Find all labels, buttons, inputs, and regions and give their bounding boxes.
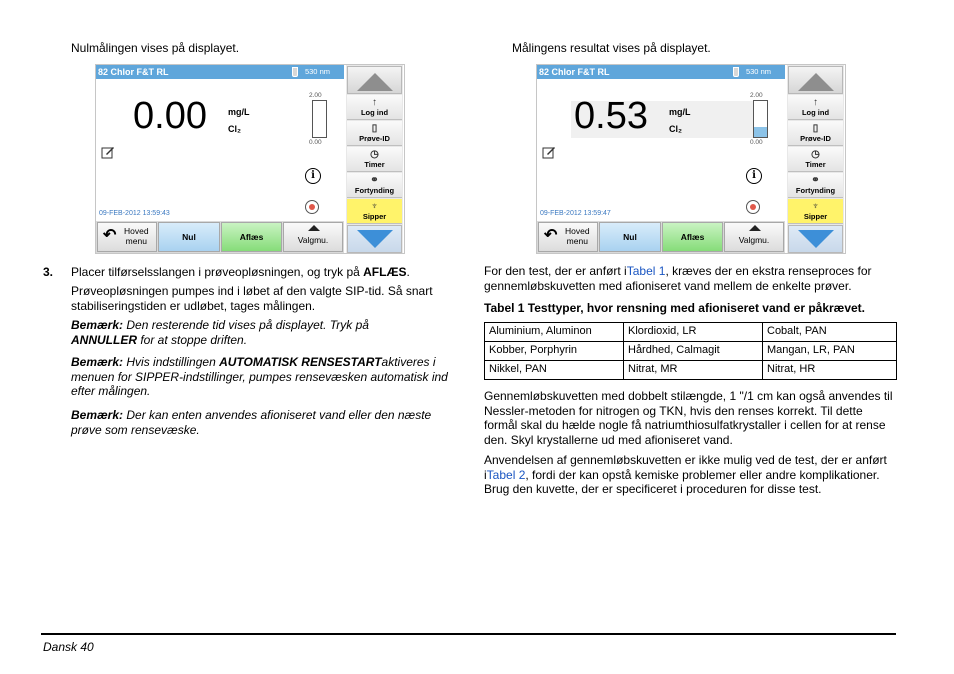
table-cell: Nitrat, HR xyxy=(763,361,897,380)
dilution-icon: ⚭ xyxy=(370,175,379,186)
scroll-up-button[interactable] xyxy=(788,66,843,94)
dilution-button[interactable]: ⚭ Fortynding xyxy=(347,173,402,198)
table-cell: Klordioxid, LR xyxy=(624,323,763,342)
cuvette-icon xyxy=(292,67,298,77)
table-row xyxy=(485,342,897,361)
chevron-up-icon xyxy=(308,225,320,231)
instrument-screen-result xyxy=(536,64,846,254)
timer-icon[interactable] xyxy=(746,200,760,214)
reading-area xyxy=(96,79,344,221)
sample-id-button[interactable]: ▯ Prøve-ID xyxy=(347,121,402,146)
scroll-up-button[interactable] xyxy=(347,66,402,94)
intro-paragraph: For den test, der er anført iTabel 1, kræves der en ekstra renseproces for gennemløbskuvetten med afioniseret vand mellem de enkelte prøver. xyxy=(484,264,872,293)
instrument-screen-zero xyxy=(95,64,405,254)
level-bar-fill xyxy=(754,127,767,137)
dilution-icon: ⚭ xyxy=(811,175,820,186)
note-1: Bemærk: Den resterende tid vises på displayet. Tryk på ANNULLER for at stoppe driften. xyxy=(71,318,369,347)
upload-arrow-icon: ↑ xyxy=(372,97,377,108)
table-cell: Cobalt, PAN xyxy=(763,323,897,342)
arrow-up-icon xyxy=(357,73,393,91)
sample-id-button[interactable]: ▯ Prøve-ID xyxy=(788,121,843,146)
reading-value: 0.53 xyxy=(574,95,648,137)
note-3: Bemærk: Der kan enten anvendes afioniseret vand eller den næste prøve som rensevæske. xyxy=(71,408,432,437)
table-cell: Nikkel, PAN xyxy=(485,361,624,380)
table-caption: Tabel 1 Testtyper, hvor rensning med afioniseret vand er påkrævet. xyxy=(484,301,866,315)
paragraph-2: Gennemløbskuvetten med dobbelt stilængde, 1 "/1 cm kan også anvendes til Nessler-metoden for nitrogen og TKN, hvis den renses korrekt. Til dette formål skal du hælde nogle få natriumthiosulfatkrystaller i cellen for at rense den. Skyl krystallerne ud med afioniseret vand. xyxy=(484,389,893,447)
arrow-down-icon xyxy=(357,230,393,248)
table-cell: Hårdhed, Calmagit xyxy=(624,342,763,361)
bottom-toolbar xyxy=(537,221,785,253)
edit-pencil-icon[interactable] xyxy=(101,145,115,159)
chevron-up-icon xyxy=(749,225,761,231)
read-button[interactable]: Aflæs xyxy=(221,222,282,252)
paragraph-3: Anvendelsen af gennemløbskuvetten er ikke mulig ved de test, der er anført iTabel 2, fordi der kan opstå kemiske problemer eller andre komplikationer. Brug den kuvette, der er specificeret i proceduren for disse test. xyxy=(484,453,887,496)
scroll-down-button[interactable] xyxy=(347,225,402,253)
reading-unit: mg/L xyxy=(669,107,691,117)
reading-unit: mg/L xyxy=(228,107,250,117)
sipper-icon: ♆ xyxy=(811,201,820,212)
wavelength: 530 nm xyxy=(304,67,330,76)
level-bar xyxy=(312,100,327,138)
clock-icon: ◷ xyxy=(370,149,379,160)
screen-titlebar xyxy=(537,65,785,79)
back-arrow-icon: ↶ xyxy=(544,227,558,244)
bar-min-label: 0.00 xyxy=(309,139,322,146)
options-button[interactable]: Valgmu. xyxy=(283,222,343,252)
sipper-icon: ♆ xyxy=(370,201,379,212)
timer-button[interactable]: ◷ Timer xyxy=(347,147,402,172)
scroll-down-button[interactable] xyxy=(788,225,843,253)
table-row xyxy=(485,323,897,342)
bar-min-label: 0.00 xyxy=(750,139,763,146)
program-title: 82 Chlor F&T RL xyxy=(539,67,610,77)
dilution-button[interactable]: ⚭ Fortynding xyxy=(788,173,843,198)
reading-species: Cl₂ xyxy=(669,124,682,134)
back-arrow-icon: ↶ xyxy=(103,227,117,244)
date-time: 09-FEB-2012 13:59:47 xyxy=(540,210,611,217)
step-detail: Prøveopløsningen pumpes ind i løbet af den valgte SIP-tid. Så snart stabiliseringstiden er udløbet, tages målingen. xyxy=(71,284,433,313)
footer-rule xyxy=(41,633,896,635)
table-2-link[interactable]: Tabel 2 xyxy=(486,467,526,482)
main-menu-button[interactable]: ↶ Hoved menu xyxy=(538,222,598,252)
timer-icon[interactable] xyxy=(305,200,319,214)
arrow-up-icon xyxy=(798,73,834,91)
step-text: Placer tilførselsslangen i prøveopløsningen, og tryk på AFLÆS. xyxy=(71,265,410,279)
date-time: 09-FEB-2012 13:59:43 xyxy=(99,210,170,217)
read-button[interactable]: Aflæs xyxy=(662,222,723,252)
test-types-table xyxy=(484,322,897,380)
clock-icon: ◷ xyxy=(811,149,820,160)
edit-pencil-icon[interactable] xyxy=(542,145,556,159)
wavelength: 530 nm xyxy=(745,67,771,76)
login-button[interactable]: ↑ Log ind xyxy=(347,95,402,120)
table-cell: Nitrat, MR xyxy=(624,361,763,380)
sipper-button[interactable]: ♆ Sipper xyxy=(347,199,402,224)
step-number: 3. xyxy=(43,265,54,279)
table-1-link[interactable]: Tabel 1 xyxy=(626,264,666,278)
level-bar xyxy=(753,100,768,138)
sample-bottle-icon: ▯ xyxy=(371,123,378,134)
table-cell: Aluminium, Aluminon xyxy=(485,323,624,342)
table-cell: Kobber, Porphyrin xyxy=(485,342,624,361)
side-toolbar xyxy=(346,65,403,253)
bar-max-label: 2.00 xyxy=(309,92,322,99)
screen-titlebar xyxy=(96,65,344,79)
main-menu-button[interactable]: ↶ Hoved menu xyxy=(97,222,157,252)
login-button[interactable]: ↑ Log ind xyxy=(788,95,843,120)
page-footer: Dansk 40 xyxy=(43,640,94,654)
reading-species: Cl₂ xyxy=(228,124,241,134)
note-2: Bemærk: Hvis indstillingen AUTOMATISK RENSESTARTaktiveres i menuen for SIPPER-indstillinger, pumpes rensevæsken automatisk ind efter målingen. xyxy=(71,355,448,398)
side-toolbar xyxy=(787,65,844,253)
bottom-toolbar xyxy=(96,221,344,253)
reading-value: 0.00 xyxy=(133,95,207,137)
reading-area xyxy=(537,79,785,221)
left-screen-caption: Nulmålingen vises på displayet. xyxy=(71,41,240,55)
cuvette-icon xyxy=(733,67,739,77)
program-title: 82 Chlor F&T RL xyxy=(98,67,169,77)
table-row xyxy=(485,361,897,380)
sipper-button[interactable]: ♆ Sipper xyxy=(788,199,843,224)
zero-button[interactable]: Nul xyxy=(599,222,661,252)
sample-bottle-icon: ▯ xyxy=(812,123,819,134)
options-button[interactable]: Valgmu. xyxy=(724,222,784,252)
bar-max-label: 2.00 xyxy=(750,92,763,99)
table-cell: Mangan, LR, PAN xyxy=(763,342,897,361)
upload-arrow-icon: ↑ xyxy=(813,97,818,108)
zero-button[interactable]: Nul xyxy=(158,222,220,252)
info-icon[interactable]: i xyxy=(305,168,321,184)
right-screen-caption: Målingens resultat vises på displayet. xyxy=(512,41,711,55)
arrow-down-icon xyxy=(798,230,834,248)
timer-button[interactable]: ◷ Timer xyxy=(788,147,843,172)
info-icon[interactable]: i xyxy=(746,168,762,184)
